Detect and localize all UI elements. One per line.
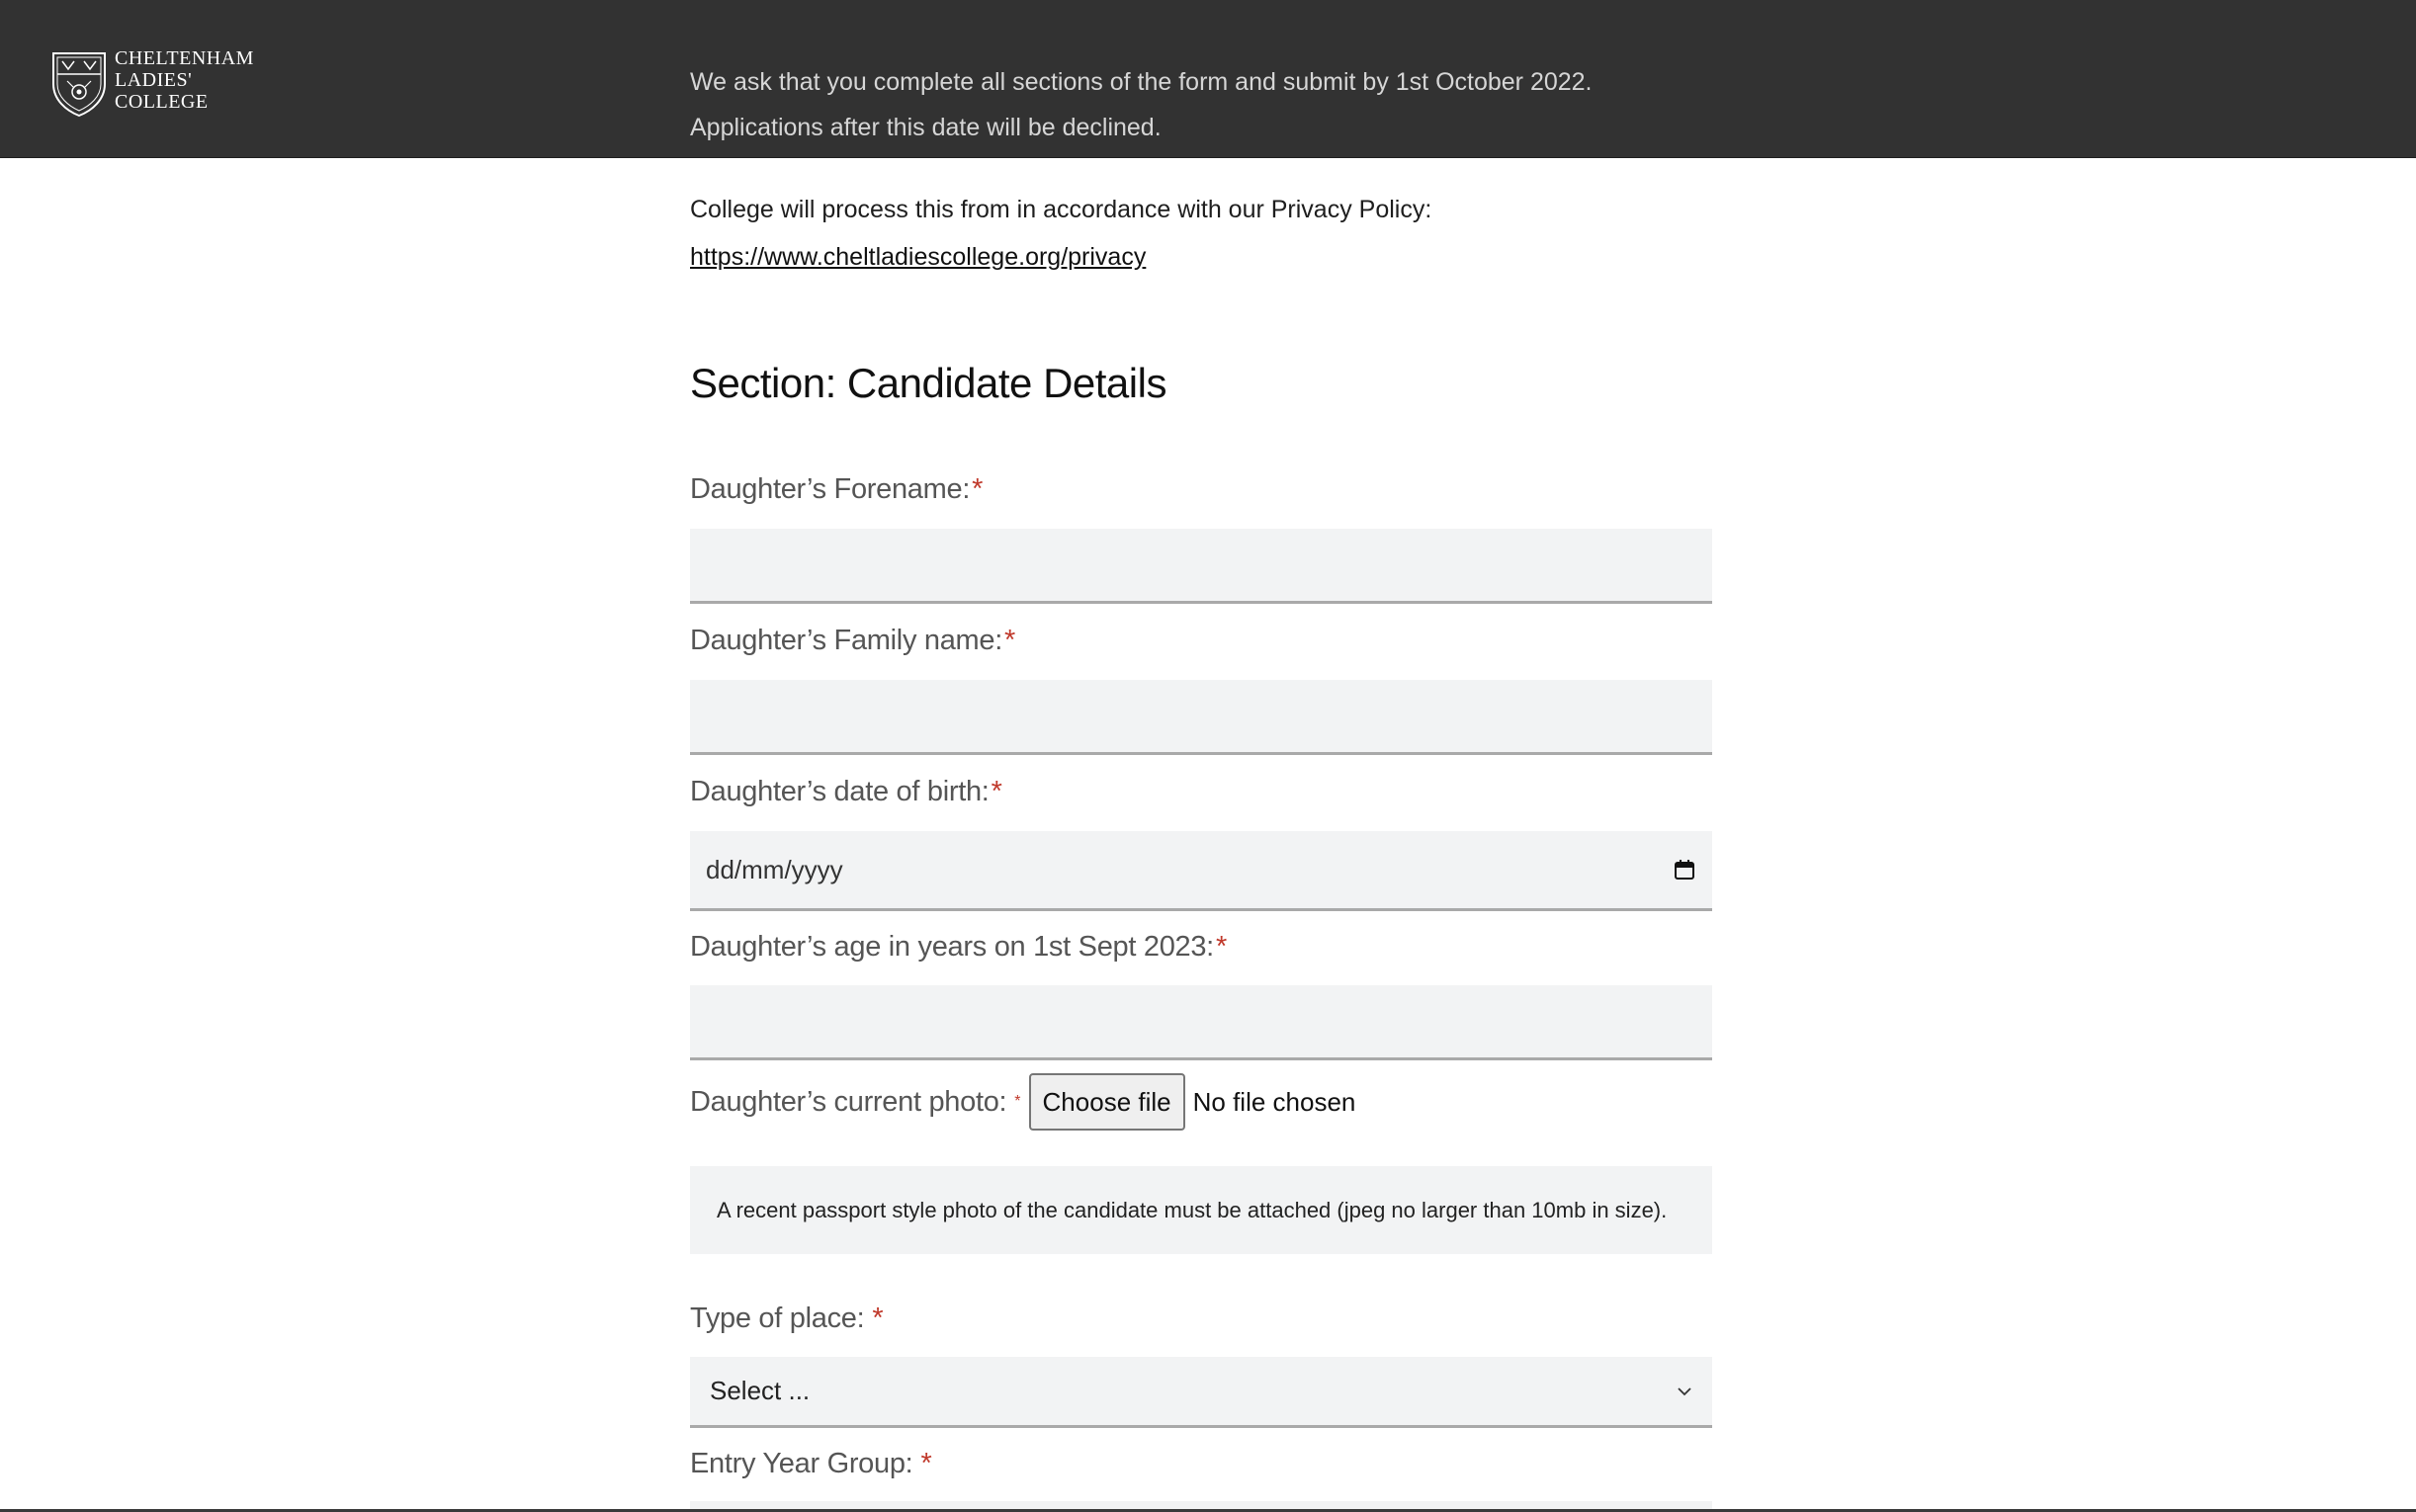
- age-label: [690, 931, 1227, 964]
- family-name-input[interactable]: [690, 680, 1712, 755]
- dob-label-text: Daughter’s date of birth:: [690, 776, 990, 807]
- place-type-select[interactable]: [690, 1357, 1712, 1428]
- logo-line-1: CHELTENHAM: [115, 47, 254, 69]
- logo-line-2: LADIES': [115, 69, 193, 91]
- dob-label: [690, 776, 1002, 808]
- college-logo[interactable]: [50, 48, 254, 119]
- entry-year-label-text: Entry Year Group:: [690, 1448, 913, 1479]
- place-type-label-text: Type of place:: [690, 1302, 865, 1334]
- logo-wordmark: [115, 47, 254, 113]
- logo-line-3: COLLEGE: [115, 91, 209, 113]
- choose-file-button[interactable]: Choose file: [1029, 1073, 1185, 1131]
- forename-label-text: Daughter’s Forename:: [690, 473, 971, 505]
- photo-upload-row: [690, 1073, 1355, 1131]
- privacy-text: College will process this from in accordance with our Privacy Policy:: [690, 196, 1432, 223]
- photo-help-text: A recent passport style photo of the candidate must be attached (jpeg no larger than 10mb in size).: [690, 1166, 1712, 1254]
- privacy-policy-link[interactable]: https://www.cheltladiescollege.org/privacy: [690, 243, 1147, 271]
- deadline-notice: We ask that you complete all sections of the form and submit by 1st October 2022. Applications after this date will be declined.: [690, 68, 1593, 141]
- entry-year-label: [690, 1448, 931, 1480]
- required-marker: *: [991, 776, 1002, 807]
- required-marker: *: [1004, 625, 1015, 656]
- calendar-icon[interactable]: [1673, 858, 1696, 882]
- section-title: Section: Candidate Details: [690, 360, 1166, 406]
- place-type-selected: Select ...: [710, 1376, 811, 1405]
- age-label-text: Daughter’s age in years on 1st Sept 2023:: [690, 931, 1214, 963]
- dob-placeholder: dd/mm/yyyy: [706, 854, 843, 884]
- chevron-down-icon: [1677, 1386, 1692, 1396]
- forename-input[interactable]: [690, 529, 1712, 604]
- age-input[interactable]: [690, 985, 1712, 1060]
- privacy-notice: [690, 186, 1712, 281]
- crest-icon: [50, 48, 108, 119]
- family-name-label-text: Daughter’s Family name:: [690, 625, 1002, 656]
- required-marker: *: [972, 473, 984, 505]
- required-marker: *: [872, 1302, 884, 1334]
- place-type-label: [690, 1302, 883, 1335]
- required-marker: *: [1014, 1093, 1021, 1110]
- required-marker: *: [1215, 931, 1227, 963]
- file-status: No file chosen: [1192, 1086, 1356, 1117]
- forename-label: [690, 473, 983, 506]
- photo-label: Daughter’s current photo:: [690, 1085, 1007, 1118]
- family-name-label: [690, 625, 1015, 657]
- dob-input[interactable]: [690, 831, 1712, 911]
- required-marker: *: [920, 1448, 932, 1479]
